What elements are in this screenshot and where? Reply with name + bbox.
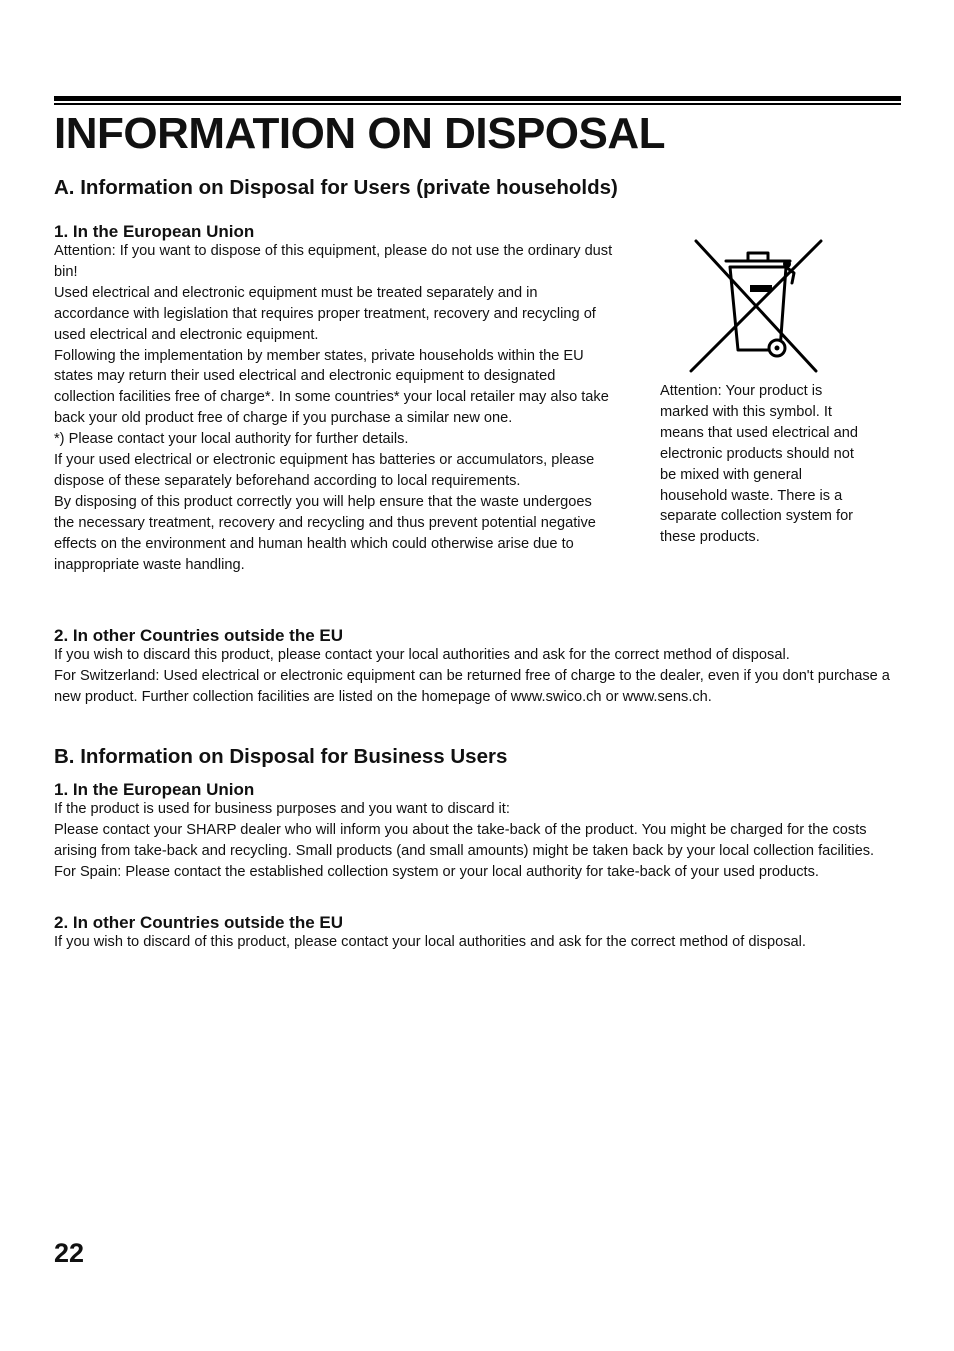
paragraph: For Spain: Please contact the established collection system or your local authority for take-back of your used products. <box>54 863 819 880</box>
paragraph: If your used electrical or electronic equipment has batteries or accumulators, please dispose of these separately beforehand according to local requirements. <box>54 452 595 489</box>
paragraph: Used electrical and electronic equipment must be treated separately and in accordance with legislation that requires proper treatment, recovery and recycling of used electrical and electronic equipment. <box>54 284 596 343</box>
symbol-caption: Attention: Your product is marked with this symbol. It means that used electrical and electronic products should not be mixed with general household waste. There is a separate collection system for these products. <box>660 383 858 546</box>
paragraph: Please contact your SHARP dealer who will inform you about the take-back of the product. You might be charged for the costs arising from take-back and recycling. Small products (and small amounts) might be taken back by your local collection facilities. <box>54 821 875 859</box>
page-number: 22 <box>54 1238 85 1268</box>
paragraph: *) Please contact your local authority for further details. <box>54 431 409 448</box>
section-a-other-body <box>54 645 902 708</box>
section-b-other-body <box>54 932 902 953</box>
crossed-out-wheelie-bin-icon <box>686 236 826 376</box>
paragraph: By disposing of this product correctly you will help ensure that the waste undergoes the necessary treatment, recovery and recycling and thus prevent potential negative effects on the environment and human health which could otherwise arise due to inappropriate waste handling. <box>54 493 596 573</box>
section-b-eu-body <box>54 799 902 883</box>
section-a-heading: A. Information on Disposal for Users (private households) <box>54 176 618 199</box>
paragraph: Attention: If you want to dispose of this equipment, please do not use the ordinary dust bin! <box>54 243 613 280</box>
section-a-eu-body <box>54 241 614 576</box>
paragraph: If you wish to discard this product, please contact your local authorities and ask for the correct method of disposal. <box>54 647 790 663</box>
section-a-eu-heading: 1. In the European Union <box>54 222 255 241</box>
section-a-other-heading: 2. In other Countries outside the EU <box>54 626 344 645</box>
paragraph: If the product is used for business purposes and you want to discard it: <box>54 801 510 817</box>
paragraph: If you wish to discard of this product, please contact your local authorities and ask for the correct method of disposal. <box>54 934 806 950</box>
page-title: INFORMATION ON DISPOSAL <box>54 109 666 158</box>
header-rule-thick <box>54 96 901 101</box>
section-b-other-heading: 2. In other Countries outside the EU <box>54 913 344 932</box>
paragraph: For Switzerland: Used electrical or electronic equipment can be returned free of charge to the dealer, even if you don't purchase a new product. Further collection facilities are listed on the homepage of www.swico.ch or www.sens.ch. <box>54 667 890 705</box>
section-b-heading: B. Information on Disposal for Business Users <box>54 745 508 768</box>
section-b-eu-heading: 1. In the European Union <box>54 780 255 799</box>
header-rule-thin <box>54 103 901 105</box>
paragraph: Following the implementation by member states, private households within the EU states may return their used electrical and electronic equipment to designated collection facilities free of charge*. In some countries* your local retailer may also take back your old product free of charge if you purchase a similar new one. <box>54 347 609 427</box>
